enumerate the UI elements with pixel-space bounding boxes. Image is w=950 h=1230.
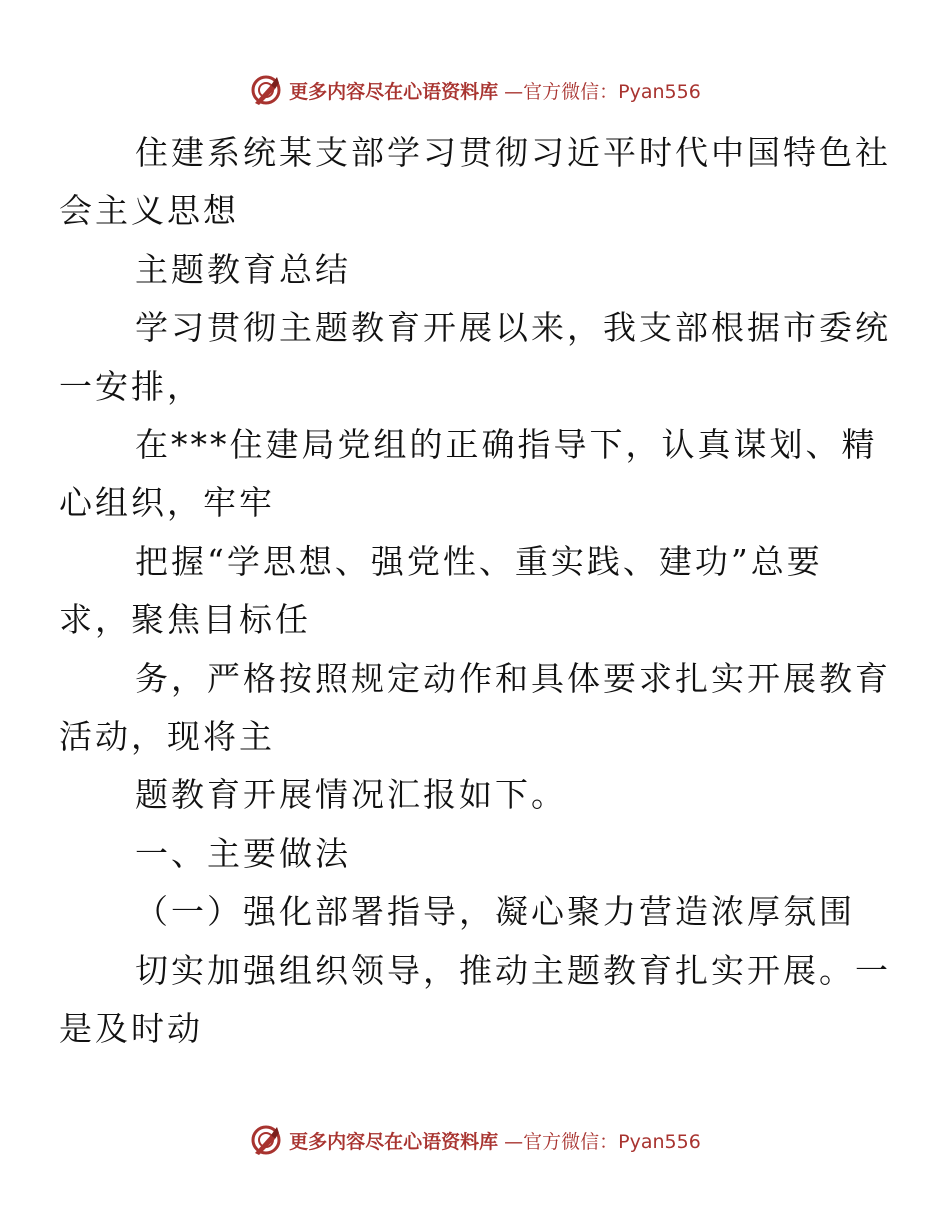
paragraph-line: （一）强化部署指导，凝心聚力营造浓厚氛围 [135,892,855,932]
paragraph-line: 住建系统某支部学习贯彻习近平时代中国特色社 [135,133,891,172]
document-body [59,124,891,1059]
paragraph-line: 把握“学思想、强党性、重实践、建功”总要 [135,541,823,581]
paragraph-line: 学习贯彻主题教育开展以来，我支部根据市委统 [135,308,891,348]
paragraph-line: 一安排， [59,366,203,406]
paragraph-line: 心组织，牢牢 [59,483,275,523]
paragraph [59,942,891,1059]
watermark-contact: —官方微信：Pyan556 [504,1130,701,1153]
paragraph-line: 一、主要做法 [135,833,351,873]
paragraph [97,825,857,883]
paragraph [59,650,891,767]
paragraph-line: 切实加强组织领导，推动主题教育扎实开展。一 [135,950,891,990]
paragraph-line: 是及时动 [59,1009,203,1049]
header-watermark [0,70,950,110]
paragraph [97,241,857,299]
paragraph-line: 会主义思想 [59,191,239,231]
watermark-brand: 更多内容尽在心语资料库 [289,80,499,103]
watermark-brand: 更多内容尽在心语资料库 [289,1130,499,1153]
paragraph-line: 题教育开展情况汇报如下。 [135,775,567,815]
paragraph-line: 活动，现将主 [59,717,275,757]
paragraph-line: 务，严格按照规定动作和具体要求扎实开展教育 [135,658,891,698]
footer-watermark [0,1120,950,1160]
paragraph [59,533,857,650]
paragraph [59,299,891,416]
paragraph [97,766,857,824]
paragraph-line: 主题教育总结 [135,249,351,289]
paragraph [97,883,857,941]
watermark-contact: —官方微信：Pyan556 [504,80,701,103]
paragraph-line: 在***住建局党组的正确指导下，认真谋划、精 [135,425,878,465]
pen-nib-circle-icon [249,73,283,107]
paragraph [59,124,891,241]
pen-nib-circle-icon [249,1123,283,1157]
paragraph [59,416,878,533]
paragraph-line: 求，聚焦目标任 [59,600,311,640]
